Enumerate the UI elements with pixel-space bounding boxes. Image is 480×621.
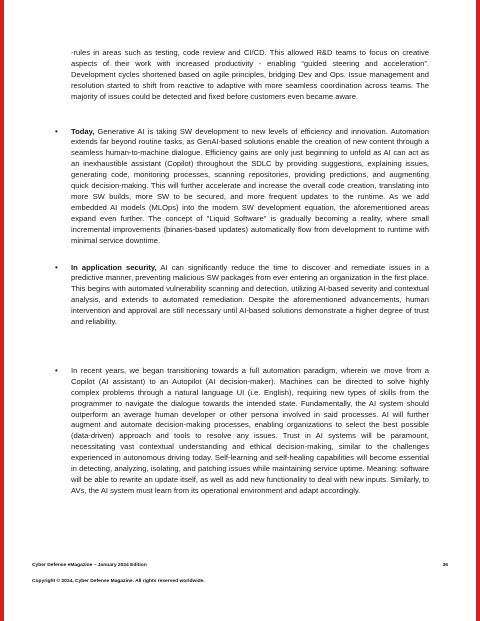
intro-paragraph: -rules in areas such as testing, code review and CI/CD. This allowed R&D teams to focus on creative aspects of their work with increased productivity - enabling “guided steering and acceleration”. Development cycles shortened based on agile principles, bridging Dev and Ops. Issue management and resolution started to shift from reactive to adaptive with more seamless coordination across teams. The majority of issues could be detected and fixed before customers even became aware. bbox=[71, 48, 429, 101]
footer-copyright: Copyright © 2024, Cyber Defense Magazine. All rights reserved worldwide. bbox=[32, 579, 205, 584]
bullet-paragraph bbox=[71, 127, 429, 247]
bullet-marker: • bbox=[55, 365, 58, 375]
footer-publication: Cyber Defense eMagazine – January 2024 Edition bbox=[32, 563, 147, 568]
bullet-text: AI can significantly reduce the time to discover and remediate issues in a predictive manner, preventing malicious SW packages from ever entering an organization in the first place. This begins with automated vulnerability scanning and detection, utilizing AI-based severity and contextual analysis, and extends to automated remediation. Despite the aforementioned advancements, human intervention and approval are still necessary until AI-based solutions demonstrate a higher degree of trust and reliability. bbox=[71, 262, 429, 327]
bullet-marker: • bbox=[55, 126, 58, 136]
bullet-text: In recent years, we began transitioning towards a full automation paradigm, wherein we move from a Copilot (AI assistant) to an Autopilot (AI decision-maker). Machines can be directed to solve highly complex problems through a natural language UI (i.e. English), requiring new types of skills from the programmer to navigate the dialogue towards the intended state. Fundamentally, the AI system should outperform an average human developer or other persona involved in said processes. AI will further augment and automate decision-making processes, enabling organizations to select the best possible (data-driven) approach and tools to resolve any issues. Trust in AI systems will be paramount, necessitating vast contextual understanding and ethical decision-making, similar to the challenges experienced in autonomous driving today. Self-learning and self-healing capabilities will become essential in detecting, analyzing, isolating, and patching issues while maintaining service uptime. Meaning: software will be able to rewrite an update itself, as well as add new functionality to deal with new inputs. Similarly, to AVs, the AI system must learn from its operational environment and adapt accordingly. bbox=[71, 365, 429, 495]
article-body bbox=[53, 48, 429, 497]
bullet-lead: In application security, bbox=[71, 262, 157, 272]
bullet-paragraph bbox=[71, 263, 429, 328]
right-red-border bbox=[476, 0, 480, 621]
bullet-paragraph bbox=[71, 366, 429, 497]
page-footer bbox=[32, 562, 448, 585]
bullet-lead: Today, bbox=[71, 126, 95, 136]
bullet-today bbox=[53, 127, 429, 247]
bullet-application-security bbox=[53, 263, 429, 328]
bullet-recent-years bbox=[53, 366, 429, 497]
left-red-border bbox=[0, 0, 4, 621]
bullet-text: Generative AI is taking SW development to new levels of efficiency and innovation. Automation extends far beyond routine tasks, as GenAI-based solutions enable the creation of new content through a seamless human-to-machine dialogue. Efficiency gains are only just beginning to unfold as AI can act as an inexhaustible assistant (Copilot) throughout the SDLC by providing suggestions, explaining issues, generating code, monitoring processes, scanning repositories, providing predictions, and augmenting quick decision-making. This will further accelerate and increase the overall code creation, translating into more SW builds, more SW to be secured, and more frequent updates to the runtime. As we add embedded AI models (MLOps) into the modern SW development equation, the aforementioned areas expand even further. The concept of "Liquid Software" is gradually becoming a reality, where small incremental improvements (binaries-based updates) automatically flow from development to runtime with minimal service downtime. bbox=[71, 126, 429, 245]
bullet-marker: • bbox=[55, 262, 58, 272]
footer-page-number: 36 bbox=[442, 563, 448, 568]
